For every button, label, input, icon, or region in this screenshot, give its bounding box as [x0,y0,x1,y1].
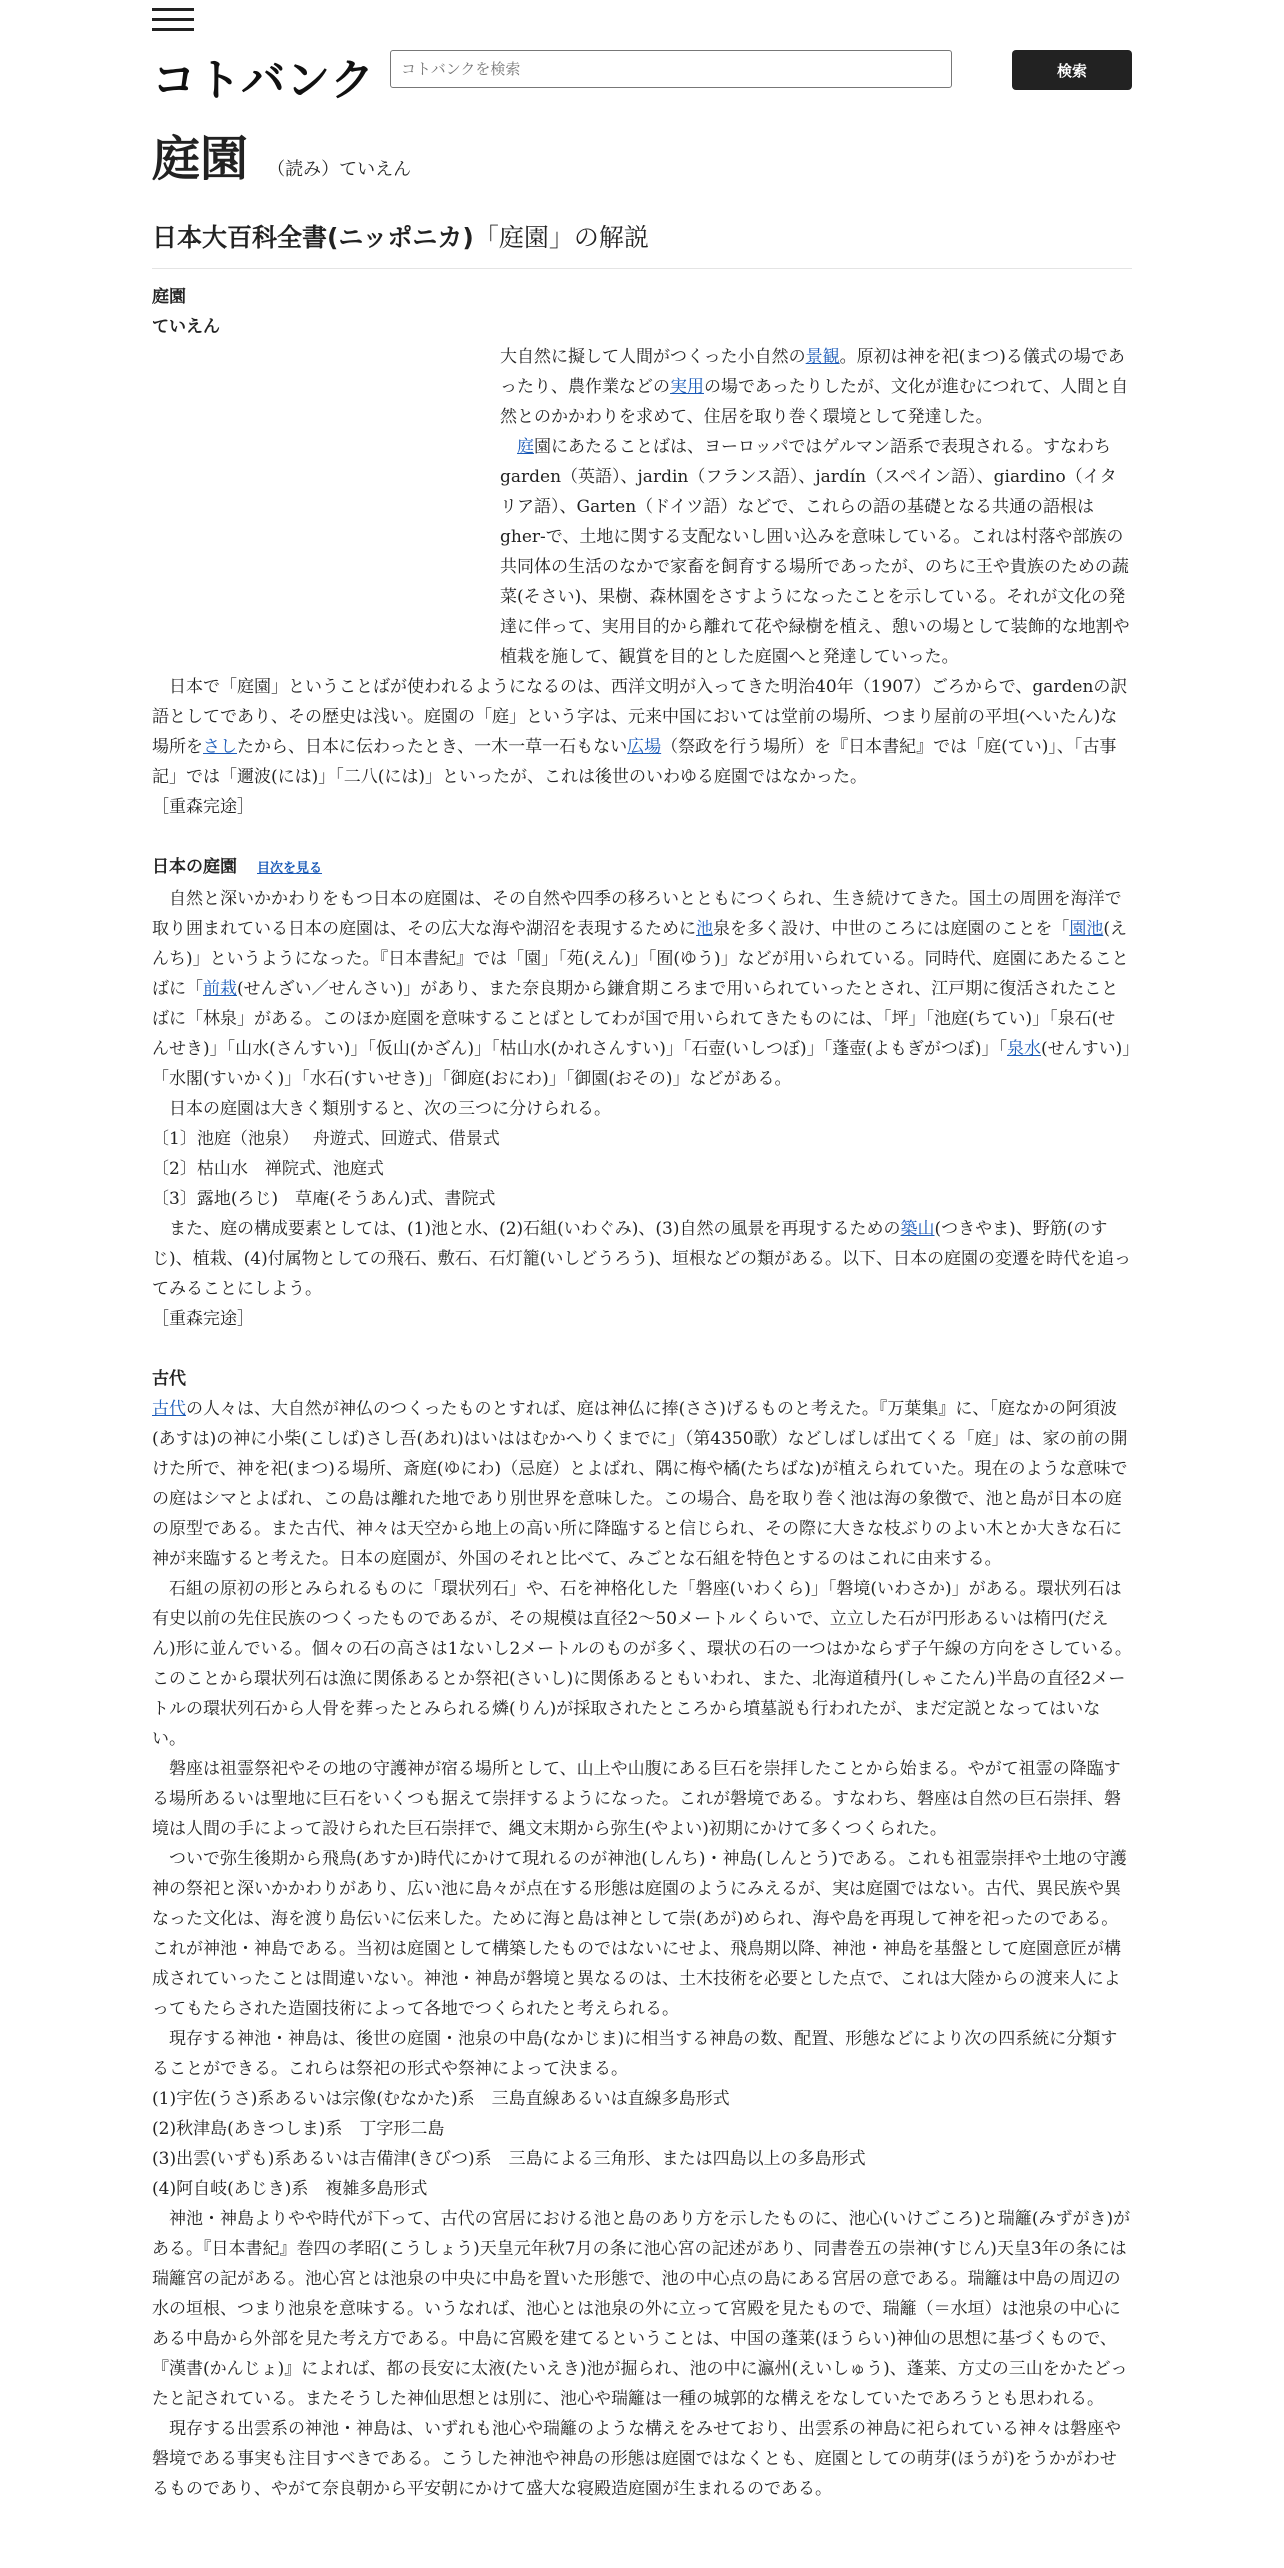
list-item: 〔2〕枯山水 禅院式、池庭式 [152,1159,384,1179]
link-ike[interactable]: 池 [696,919,713,939]
site-logo[interactable]: コトバンク [152,55,376,106]
paragraph: 日本の庭園は大きく類別すると、次の三つに分けられる。 [169,1099,611,1119]
list-item: (2)秋津島(あきつしま)系 丁字形二島 [152,2119,445,2139]
author-credit: ［重森完途］ [152,797,254,817]
paragraph: 自然と深いかかわりをもつ日本の庭園は、その自然や四季の移ろいとともにつくられ、生き続けてきた。国土の周囲を海洋で取り囲まれている日本の庭園は、その広大な海や湖沼を表現するために池泉を多く設け、中世のころには庭園のことを「園池(えんち)」というようになった。『日本書紀』では「園」「苑(えん)」「囿(ゆう)」などが用いられている。同時代、庭園にあたることばに「前栽(せんざい／せんさい)」があり、また奈良期から鎌倉期ころまで用いられていったとされ、江戸期に復活されたことばに「林泉」がある。このほか庭園を意味することばとしてわが国で用いられてきたものには、「坪」「池庭(ちてい)」「泉石(せんせき)」「山水(さんすい)」「仮山(かざん)」「枯山水(かれさんすい)」「石壺(いしつぼ)」「蓬壺(よもぎがつぼ)」「泉水(せんすい)」「水閣(すいかく)」「水石(すいせき)」「御庭(おにわ)」「御園(おその)」などがある。 [152,889,1131,1089]
menu-icon[interactable] [152,8,194,34]
link-sashi[interactable]: さし [203,737,237,757]
link-jitsuyo[interactable]: 実用 [670,377,704,397]
link-senzai[interactable]: 前栽 [203,979,237,999]
paragraph: 庭園にあたることばは、ヨーロッパではゲルマン語系で表現される。すなわちgarden（英語）、jardin（フランス語）、jardín（スペイン語）、giardino（イタリア語）、Garten（ドイツ語）などで、これらの語の基礎となる共通の語根はgher-で、土地に関する支配ないし囲い込みを意味している。これは村落や部族の共同体の生活のなかで家畜を飼育する場所であったが、のちに王や貴族のための蔬菜(そさい)、果樹、森林園をさすようになったことを示している。それが文化の発達に伴って、実用目的から離れて花や緑樹を植え、憩いの場として装飾的な地割や植栽を施して、観賞を目的とした庭園へと発達していった。 [500,437,1130,667]
paragraph: 神池・神島よりやや時代が下って、古代の宮居における池と島のあり方を示したものに、池心(いけごころ)と瑞籬(みずがき)がある。『日本書紀』巻四の孝昭(こうしょう)天皇元年秋7月の条に池心宮の記述があり、同書巻五の崇神(すじん)天皇3年の条には瑞籬宮の記がある。池心宮とは池泉の中央に中島を置いた形態で、池の中心点の島にある宮居の意である。瑞籬は中島の周辺の水の垣根、つまり池泉を意味する。いうなれば、池心とは池泉の外に立って宮殿を見たもので、瑞籬（＝水垣）は池泉の中心にある中島から外部を見た考え方である。中島に宮殿を建てるということは、中国の蓬莱(ほうらい)神仙の思想に基づくもので、『漢書(かんじょ)』によれば、都の長安に太液(たいえき)池が掘られ、池の中に瀛州(えいしゅう)、蓬莱、方丈の三山をかたどったと記されている。またそうした神仙思想とは別に、池心や瑞籬は一種の城郭的な構えをなしていたであろうとも思われる。 [152,2209,1131,2409]
toc-link[interactable]: 目次を見る [257,861,323,876]
paragraph: また、庭の構成要素としては、(1)池と水、(2)石組(いわぐみ)、(3)自然の風景を再現するための築山(つきやま)、野筋(のすじ)、植栽、(4)付属物としての飛石、敷石、石灯籠(いしどうろう)、垣根などの類がある。以下、日本の庭園の変遷を時代を追ってみることにしよう。 [152,1219,1131,1299]
search-input[interactable] [390,50,952,88]
paragraph: 日本で「庭園」ということばが使われるようになるのは、西洋文明が入ってきた明治40年（1907）ごろからで、gardenの訳語としてであり、その歴史は浅い。庭園の「庭」という字は、元来中国においては堂前の場所、つまり屋前の平坦(へいたん)な場所をさしたから、日本に伝わったとき、一木一草一石もない広場（祭政を行う場所）を『日本書紀』では「庭(てい)」、「古事記」では「邇波(には)」「二八(には)」といったが、これは後世のいわゆる庭園ではなかった。 [152,677,1128,787]
term-heading: 庭園 [152,287,186,307]
section-heading-suffix: 「庭園」の解説 [473,223,649,252]
page-title: 庭園 [152,131,249,187]
list-item: (4)阿自岐(あじき)系 複雑多島形式 [152,2179,428,2199]
subheading-ancient: 古代 [152,1369,186,1389]
paragraph: 大自然に擬して人間がつくった小自然の景観。原初は神を祀(まつ)る儀式の場であったり、農作業などの実用の場であったりしたが、文化が進むにつれて、人間と自然とのかかわりを求めて、住居を取り巻く環境として発達した。 [500,347,1129,427]
article-body [152,282,1132,2504]
paragraph: 磐座は祖霊祭祀やその地の守護神が宿る場所として、山上や山腹にある巨石を崇拝したことから始まる。やがて祖霊の降臨する場所あるいは聖地に巨石をいくつも据えて崇拝するようになった。これが磐境である。すなわち、磐座は自然の巨石崇拝、磐境は人間の手によって設けられた巨石崇拝で、縄文末期から弥生(やよい)初期にかけて多くつくられた。 [152,1759,1121,1839]
paragraph: 現存する出雲系の神池・神島は、いずれも池心や瑞籬のような構えをみせており、出雲系の神島に祀られている神々は磐座や磐境である事実も注目すべきである。こうした神池や神島の形態は庭園ではなくとも、庭園としての萌芽(ほうが)をうかがわせるものであり、やがて奈良朝から平安朝にかけて盛大な寝殿造庭園が生まれるのである。 [152,2419,1121,2499]
subheading-japanese-gardens: 日本の庭園 目次を見る [152,857,323,877]
link-keikan[interactable]: 景観 [805,347,840,367]
image-placeholder [152,342,500,652]
link-kodai[interactable]: 古代 [152,1399,186,1419]
list-item: (1)宇佐(うさ)系あるいは宗像(むなかた)系 三島直線あるいは直線多島形式 [152,2089,730,2109]
list-item: 〔3〕露地(ろじ) 草庵(そうあん)式、書院式 [152,1189,496,1209]
list-item: (3)出雲(いずも)系あるいは吉備津(きびつ)系 三島による三角形、または四島以上の多島形式 [152,2149,866,2169]
link-enchi[interactable]: 園池 [1069,919,1104,939]
paragraph: 石組の原初の形とみられるものに「環状列石」や、石を神格化した「磐座(いわくら)」「磐境(いわさか)」がある。環状列石は有史以前の先住民族のつくったものであるが、その規模は直径2～50メートルくらいで、立立した石が円形あるいは楕円(だえん)形に並んでいる。個々の石の高さは1ないし2メートルのものが多く、環状の石の一つはかならず子午線の方向をさしている。このことから環状列石は漁に関係あるとか祭祀(さいし)に関係あるともいわれ、また、北海道積丹(しゃこたん)半島の直径2メートルの環状列石から人骨を葬ったとみられる燐(りん)が採取されたところから墳墓説も行われたが、まだ定説となってはいない。 [152,1579,1132,1749]
title-reading: （読み）ていえん [267,159,412,180]
author-credit: ［重森完途］ [152,1309,254,1329]
paragraph: 現存する神池・神島は、後世の庭園・池泉の中島(なかじま)に相当する神島の数、配置、形態などにより次の四系統に分類することができる。これらは祭祀の形式や祭神によって決まる。 [152,2029,1118,2079]
link-hiroba[interactable]: 広場 [627,737,662,757]
paragraph: ついで弥生後期から飛鳥(あすか)時代にかけて現れるのが神池(しんち)・神島(しんとう)である。これも祖霊崇拝や土地の守護神の祭祀と深いかかわりがあり、広い池に島々が点在する形態は庭園のようにみえるが、実は庭園ではない。古代、異民族や異なった文化は、海を渡り島伝いに伝来した。ために海と島は神として崇(あが)められ、海や島を再現して神を祀ったのである。これが神池・神島である。当初は庭園として構築したものではないにせよ、飛鳥期以降、神池・神島を基盤として庭園意匠が構成されていったことは間違いない。神池・神島が磐境と異なるのは、土木技術を必要とした点で、これは大陸からの渡来人によってもたらされた造園技術によって各地でつくられたと考えられる。 [152,1849,1127,2019]
search-button[interactable]: 検索 [1012,50,1132,90]
list-item: 〔1〕池庭（池泉） 舟遊式、回遊式、借景式 [152,1129,500,1149]
link-tsukiyama[interactable]: 築山 [900,1219,935,1239]
section-heading [152,218,1132,269]
entry-title-row [152,120,411,189]
link-niwa[interactable]: 庭 [517,437,534,457]
paragraph: 古代の人々は、大自然が神仏のつくったものとすれば、庭は神仏に捧(ささ)げるものと考えた。『万葉集』に、「庭なかの阿須波(あすは)の神に小柴(こしば)さし吾(あれ)はいははむかへりくまでに」（第4350歌）などしばしば出てくる「庭」は、家の前の開けた所で、神を祀(まつ)る場所、斎庭(ゆにわ)（忌庭）とよばれ、隅に梅や橘(たちばな)が植えられていた。現在のような意味での庭はシマとよばれ、この島は離れた地であり別世界を意味した。この場合、島を取り巻く池は海の象徴で、池と島が日本の庭の原型である。また古代、神々は天空から地上の高い所に降臨すると信じられ、その際に大きな枝ぶりのよい木とか大きな石に神が来臨すると考えた。日本の庭園が、外国のそれと比べて、みごとな石組を特色とするのはこれに由来する。 [152,1399,1128,1569]
dictionary-source: 日本大百科全書(ニッポニカ) [152,223,474,252]
term-reading: ていえん [152,317,220,337]
link-sensui[interactable]: 泉水 [1006,1039,1041,1059]
